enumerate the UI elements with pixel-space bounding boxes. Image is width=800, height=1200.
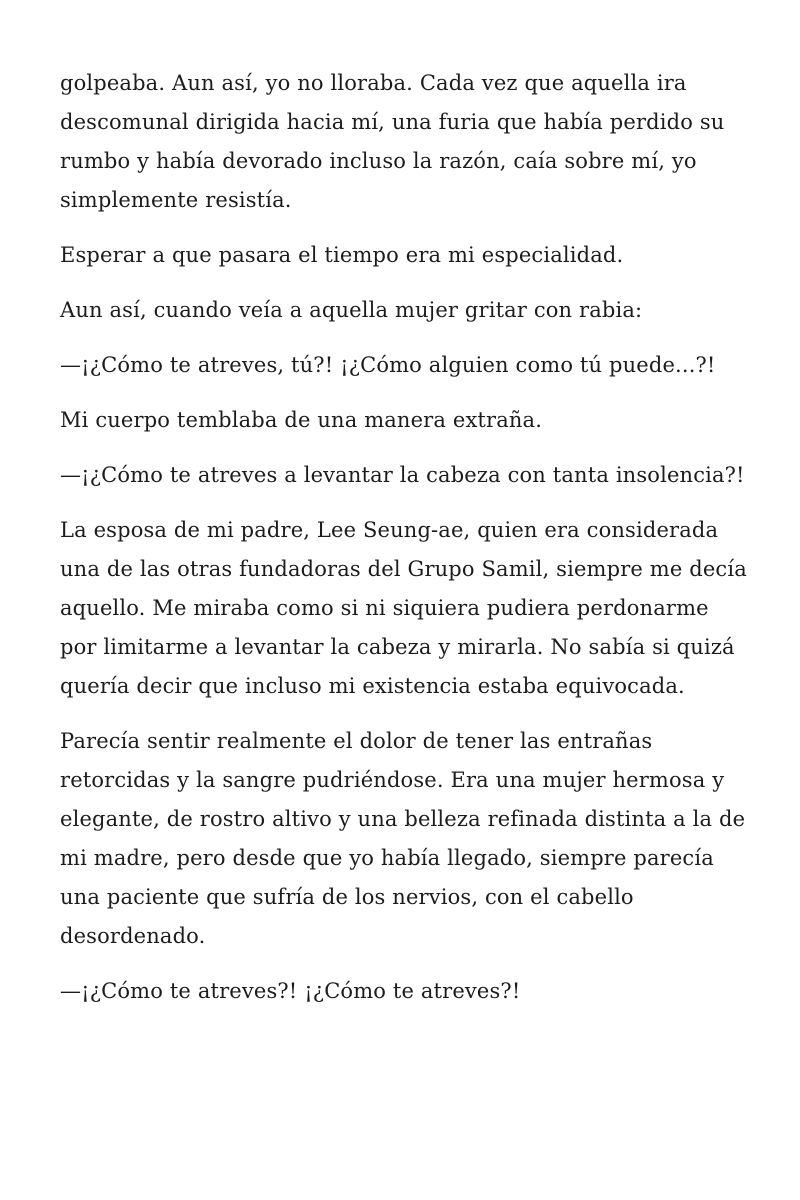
reader-page: [60, 64, 750, 1027]
paragraph: —¡¿Cómo te atreves?! ¡¿Cómo te atreves?!: [60, 979, 521, 1003]
paragraph: golpeaba. Aun así, yo no lloraba. Cada vez que aquella ira descomunal dirigida hacia mí, una furia que había perdido su rumbo y había devorado incluso la razón, caía sobre mí, yo simplemente resistía.: [60, 71, 725, 212]
paragraph: —¡¿Cómo te atreves a levantar la cabeza con tanta insolencia?!: [60, 463, 745, 487]
paragraph: Parecía sentir realmente el dolor de tener las entrañas retorcidas y la sangre pudriéndose. Era una mujer hermosa y elegante, de rostro altivo y una belleza refinada distinta a la de mi madre, pero desde que yo había llegado, siempre parecía una paciente que sufría de los nervios, con el cabello desordenado.: [60, 729, 746, 948]
paragraph: Mi cuerpo temblaba de una manera extraña.: [60, 408, 543, 432]
paragraph: Esperar a que pasara el tiempo era mi especialidad.: [60, 243, 624, 267]
paragraph: La esposa de mi padre, Lee Seung-ae, quien era considerada una de las otras fundadoras del Grupo Samil, siempre me decía aquello. Me miraba como si ni siquiera pudiera perdonarme por limitarme a levantar la cabeza y mirarla. No sabía si quizá quería decir que incluso mi existencia estaba equivocada.: [60, 518, 747, 698]
paragraph: —¡¿Cómo te atreves, tú?! ¡¿Cómo alguien como tú puede...?!: [60, 353, 716, 377]
paragraph: Aun así, cuando veía a aquella mujer gritar con rabia:: [60, 298, 643, 322]
